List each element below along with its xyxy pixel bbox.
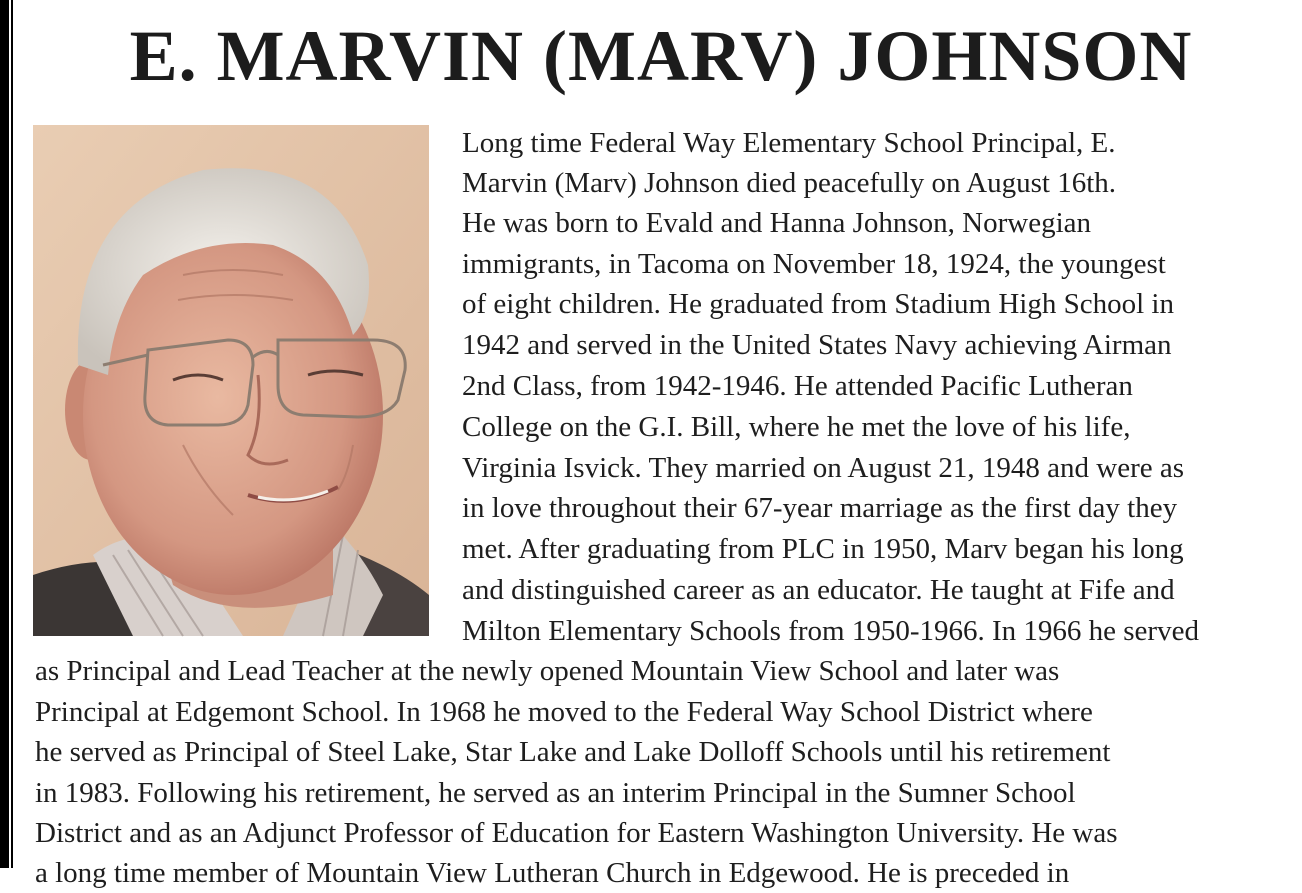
- page-border: [0, 0, 9, 868]
- obituary-line: Principal at Edgemont School. In 1968 he moved to the Federal Way School District where: [35, 696, 1093, 728]
- obituary-line: Long time Federal Way Elementary School Principal, E.: [462, 127, 1116, 159]
- obituary-line: as Principal and Lead Teacher at the newly opened Mountain View School and later was: [35, 655, 1060, 687]
- obituary-line: met. After graduating from PLC in 1950, Marv began his long: [462, 533, 1184, 565]
- portrait-photo: [33, 125, 429, 636]
- obituary-line: 2nd Class, from 1942-1946. He attended Pacific Lutheran: [462, 370, 1133, 402]
- obituary-line: of eight children. He graduated from Stadium High School in: [462, 288, 1174, 320]
- obituary-line: College on the G.I. Bill, where he met the love of his life,: [462, 411, 1131, 443]
- obituary-line: 1942 and served in the United States Navy achieving Airman: [462, 329, 1172, 361]
- obituary-line: a long time member of Mountain View Lutheran Church in Edgewood. He is preceded in: [35, 857, 1070, 889]
- obituary-line: in 1983. Following his retirement, he served as an interim Principal in the Sumner School: [35, 777, 1076, 809]
- portrait-photo-icon: [33, 125, 429, 636]
- obituary-line: Virginia Isvick. They married on August 21, 1948 and were as: [462, 452, 1185, 484]
- obituary-line: he served as Principal of Steel Lake, Star Lake and Lake Dolloff Schools until his retirement: [35, 736, 1111, 768]
- obituary-line: Milton Elementary Schools from 1950-1966. In 1966 he served: [462, 615, 1199, 647]
- obituary-line: immigrants, in Tacoma on November 18, 1924, the youngest: [462, 248, 1166, 280]
- obituary-line: District and as an Adjunct Professor of Education for Eastern Washington University. He was: [35, 817, 1118, 849]
- obituary-line: and distinguished career as an educator. He taught at Fife and: [462, 574, 1175, 606]
- obituary-title: E. MARVIN (MARV) JOHNSON: [129, 16, 1193, 96]
- obituary-line: He was born to Evald and Hanna Johnson, Norwegian: [462, 207, 1091, 239]
- obituary-line: in love throughout their 67-year marriage as the first day they: [462, 492, 1178, 524]
- obituary-line: Marvin (Marv) Johnson died peacefully on August 16th.: [462, 167, 1117, 199]
